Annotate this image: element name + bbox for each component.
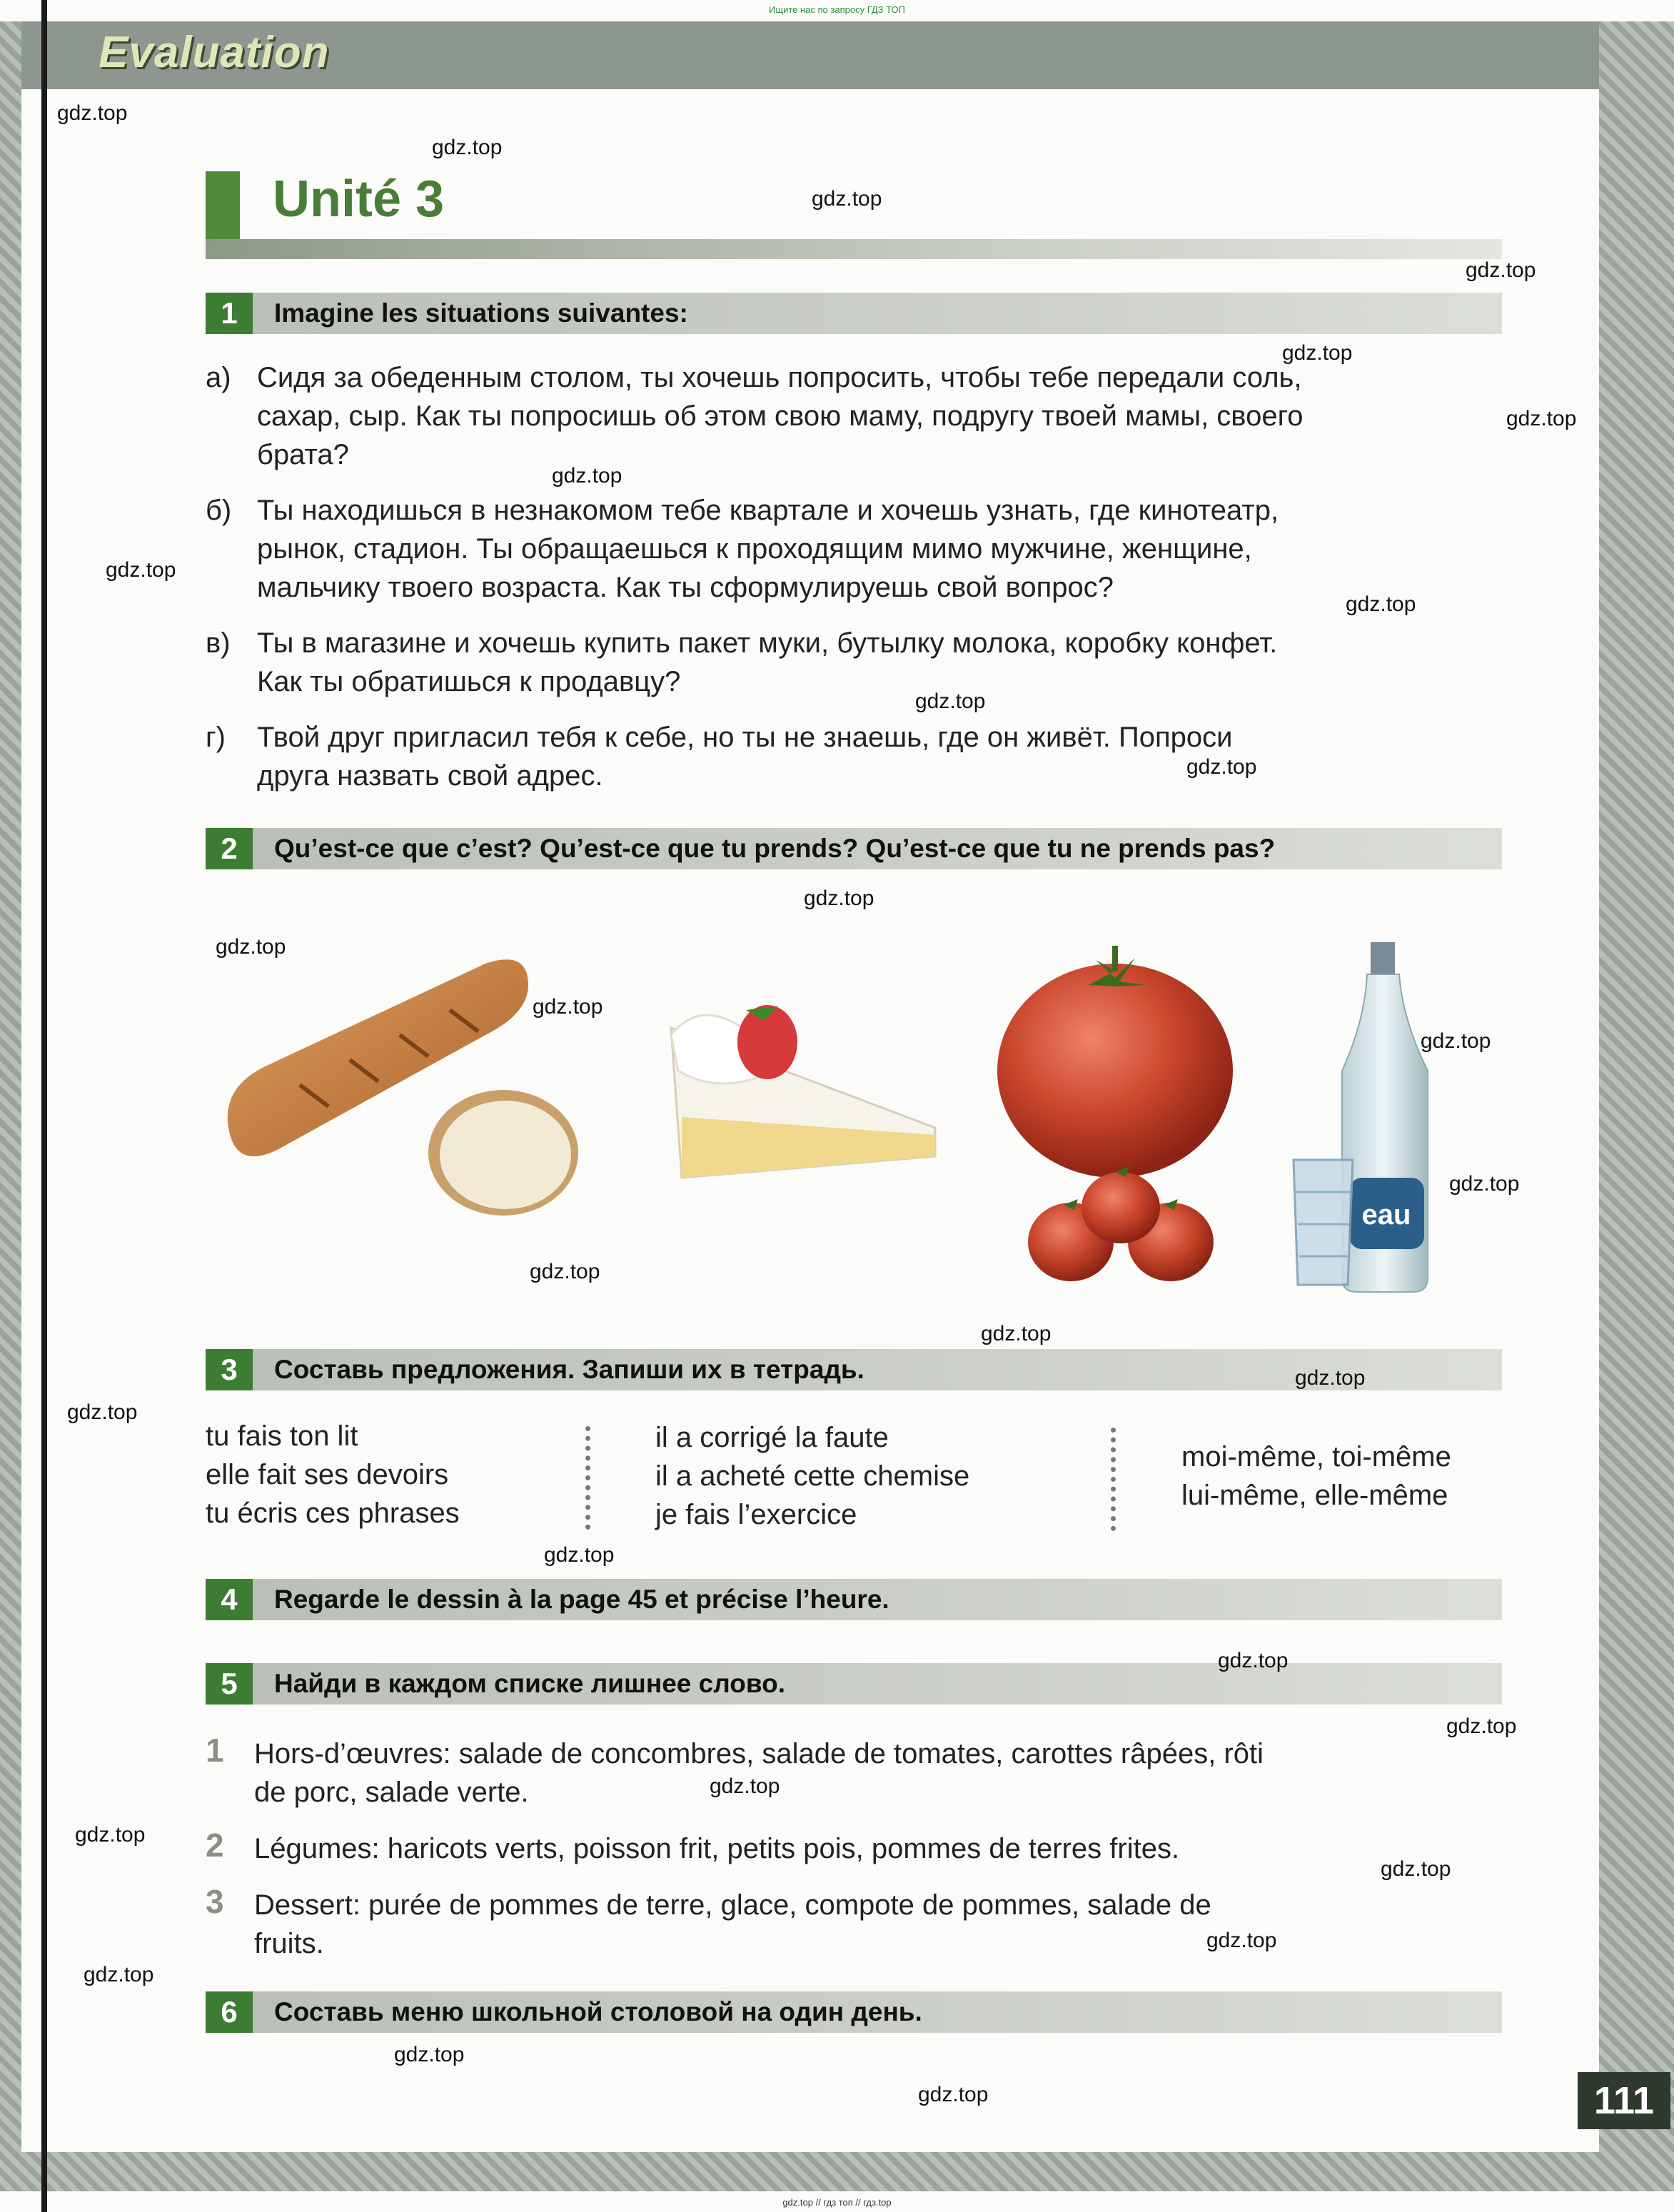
list-item: lui-même, elle-même <box>1181 1480 1448 1511</box>
watermark: gdz.top <box>1282 341 1353 365</box>
exercise-3-title: Составь предложения. Запиши их в тетрадь. <box>274 1355 864 1384</box>
watermark: gdz.top <box>57 101 128 125</box>
list-item: il a acheté cette chemise <box>655 1460 970 1492</box>
watermark: gdz.top <box>1218 1649 1289 1672</box>
item-label: г) <box>206 722 226 753</box>
bottle-label: eau <box>1361 1199 1411 1231</box>
column-pronouns <box>1181 1438 1451 1515</box>
item-label: а) <box>206 362 231 393</box>
list-item: moi-même, toi-même <box>1181 1441 1451 1473</box>
list-number: 3 <box>206 1883 224 1920</box>
item-text: Ты в магазине и хочешь купить пакет муки, бутылку молока, коробку конфет. Как ты обратишься к продавцу? <box>257 627 1278 697</box>
watermark: gdz.top <box>1295 1366 1366 1390</box>
item-text: Твой друг пригласил тебя к себе, но ты не знаешь, где он живёт. Попроси друга назвать свой адрес. <box>257 722 1233 792</box>
watermark: gdz.top <box>1449 1172 1520 1196</box>
exercise-4-title: Regarde le dessin à la page 45 et précise l’heure. <box>274 1585 889 1614</box>
watermark: gdz.top <box>1346 592 1416 616</box>
watermark: gdz.top <box>75 1823 146 1847</box>
watermark: gdz.top <box>216 935 286 959</box>
column-divider <box>1111 1428 1116 1531</box>
watermark: gdz.top <box>981 1322 1052 1345</box>
list-text: Hors-d’œuvres: salade de concombres, salade de tomates, carottes râpées, rôti de porc, salade verte. <box>254 1738 1264 1808</box>
watermark: gdz.top <box>812 187 882 211</box>
bottom-stripe-band <box>0 2152 1674 2191</box>
exercise-3-number: 3 <box>206 1349 253 1390</box>
watermark: gdz.top <box>84 1963 154 1986</box>
item-text: Сидя за обеденным столом, ты хочешь попросить, чтобы тебе передали соль, сахар, сыр. Как ты попросишь об этом свою маму, подругу твоей мамы, своего брата? <box>257 362 1304 470</box>
exercise-1-number: 1 <box>206 293 253 334</box>
watermark: gdz.top <box>1206 1929 1277 1952</box>
column-subjects <box>206 1417 460 1532</box>
item-label: в) <box>206 627 231 659</box>
glass-icon <box>1294 1160 1353 1285</box>
left-stripe-band <box>0 21 21 2191</box>
book-spine <box>41 0 47 2212</box>
tomato-icon <box>997 946 1233 1178</box>
small-tomatoes-icon <box>1028 1166 1214 1281</box>
column-phrases <box>655 1418 969 1534</box>
exercise-6-title: Составь меню школьной столовой на один день. <box>274 1997 922 2026</box>
bottom-note: gdz.top // гдз топ // гдз.top <box>782 2197 892 2208</box>
watermark: gdz.top <box>552 464 622 488</box>
watermark: gdz.top <box>544 1543 615 1567</box>
watermark: gdz.top <box>915 690 986 713</box>
list-item: tu écris ces phrases <box>206 1498 460 1529</box>
water-bottle-icon <box>1342 942 1428 1292</box>
list-text: Dessert: purée de pommes de terre, glace, compote de pommes, salade de fruits. <box>254 1889 1211 1959</box>
watermark: gdz.top <box>67 1400 138 1424</box>
food-illustrations <box>214 942 1642 1299</box>
watermark: gdz.top <box>918 2083 989 2106</box>
watermark: gdz.top <box>432 136 503 159</box>
unit-underline <box>206 239 1502 259</box>
list-item: tu fais ton lit <box>206 1420 358 1452</box>
list-number: 2 <box>206 1827 224 1864</box>
watermark: gdz.top <box>394 2043 465 2066</box>
list-item: je fais l’exercice <box>655 1499 857 1530</box>
watermark: gdz.top <box>1381 1857 1451 1881</box>
bread-slice-icon <box>428 1090 578 1216</box>
exercise-5-number: 5 <box>206 1663 253 1705</box>
top-note: Ищите нас по запросу ГДЗ ТОП <box>769 4 905 15</box>
exercise-2-title: Qu’est-ce que c’est? Qu’est-ce que tu prends? Qu’est-ce que tu ne prends pas? <box>274 834 1276 863</box>
watermark: gdz.top <box>804 887 874 910</box>
watermark: gdz.top <box>530 1260 600 1283</box>
exercise-4-number: 4 <box>206 1579 253 1620</box>
exercise-6-number: 6 <box>206 1991 253 2033</box>
watermark: gdz.top <box>106 558 176 582</box>
watermark: gdz.top <box>1421 1029 1491 1053</box>
list-text: Légumes: haricots verts, poisson frit, petits pois, pommes de terres frites. <box>254 1833 1180 1864</box>
watermark: gdz.top <box>1446 1714 1517 1738</box>
section-title: Evaluation <box>99 28 330 77</box>
list-number: 1 <box>206 1732 224 1769</box>
watermark: gdz.top <box>533 995 603 1019</box>
list-item: elle fait ses devoirs <box>206 1459 449 1490</box>
cake-slice-icon <box>671 1005 935 1178</box>
item-label: б) <box>206 495 232 526</box>
watermark: gdz.top <box>1466 258 1536 282</box>
exercise-1-title: Imagine les situations suivantes: <box>274 298 688 328</box>
list-item: il a corrigé la faute <box>655 1422 889 1453</box>
watermark: gdz.top <box>1186 755 1257 779</box>
item-text: Ты находишься в незнакомом тебе квартале и хочешь узнать, где кинотеатр, рынок, стадион. Ты обращаешься к проходящим мимо мужчине, женщине, мальчику твоего возраста. Как ты сформулируешь свой вопрос? <box>257 495 1279 603</box>
page-number: 111 <box>1578 2072 1670 2129</box>
exercise-5-title: Найди в каждом списке лишнее слово. <box>274 1669 785 1698</box>
unit-title: Unité 3 <box>273 171 445 228</box>
column-divider <box>585 1426 590 1530</box>
exercise-2-number: 2 <box>206 828 253 869</box>
watermark: gdz.top <box>710 1774 780 1798</box>
watermark: gdz.top <box>1506 407 1577 430</box>
